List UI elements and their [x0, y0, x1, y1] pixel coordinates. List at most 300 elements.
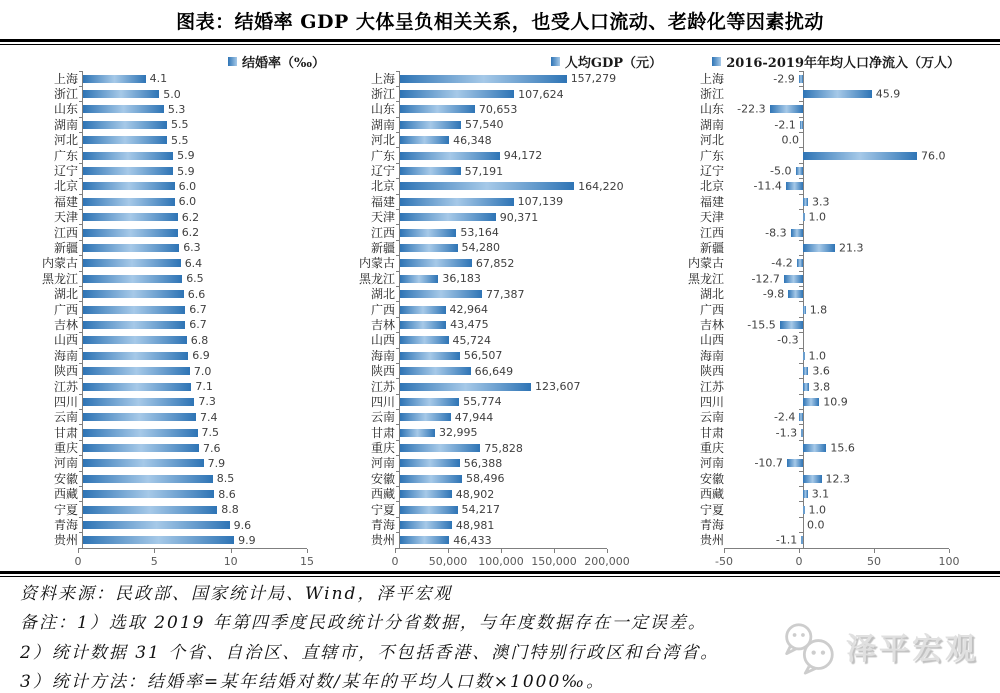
- bar-track: [728, 333, 953, 348]
- bar-track: [728, 71, 953, 86]
- bar: [83, 136, 167, 144]
- bar: [83, 521, 230, 529]
- bar-row: [674, 410, 960, 425]
- category-label: 广西: [674, 304, 728, 316]
- bar-track: [399, 410, 612, 425]
- value-label: 3.3: [812, 195, 830, 208]
- legend-swatch-icon: [551, 57, 560, 66]
- bar-track: [399, 379, 612, 394]
- value-label: 70,653: [479, 103, 518, 116]
- bar-track: [399, 533, 612, 548]
- bar-row: [20, 163, 325, 178]
- bar-track: [728, 317, 953, 332]
- bar-track: [399, 225, 612, 240]
- bar: [803, 198, 808, 206]
- bar-track: [728, 533, 953, 548]
- axis-tick-label: 0: [75, 555, 82, 568]
- bar-row: [674, 133, 960, 148]
- bar-track: [728, 148, 953, 163]
- category-label: 吉林: [674, 319, 728, 331]
- category-label: 河北: [20, 134, 82, 146]
- category-label: 山西: [337, 334, 399, 346]
- zero-axis-line: [803, 410, 804, 425]
- bar-row: [337, 394, 662, 409]
- axis-tick-label: 50: [867, 555, 881, 568]
- bar: [400, 306, 446, 314]
- value-label: 3.8: [813, 380, 831, 393]
- bar: [400, 444, 480, 452]
- axis-tick-label: 15: [300, 555, 314, 568]
- legend-label: 结婚率（‰）: [242, 52, 325, 71]
- bar-row: [337, 517, 662, 532]
- bar-track: [728, 471, 953, 486]
- category-label: 贵州: [20, 534, 82, 546]
- category-label: 广西: [20, 304, 82, 316]
- bar-track: [728, 487, 953, 502]
- bar-track: [728, 102, 953, 117]
- value-label: 45,724: [453, 334, 492, 347]
- category-label: 西藏: [337, 488, 399, 500]
- bar: [83, 105, 164, 113]
- category-label: 四川: [337, 396, 399, 408]
- bar-row: [674, 148, 960, 163]
- bar-row: [20, 102, 325, 117]
- bar: [803, 213, 805, 221]
- bar-track: [728, 133, 953, 148]
- bar-row: [337, 410, 662, 425]
- bar-row: [674, 379, 960, 394]
- category-label: 福建: [674, 196, 728, 208]
- bar-row: [674, 271, 960, 286]
- bar: [83, 336, 187, 344]
- value-label: -2.9: [773, 72, 794, 85]
- bar-row: [337, 363, 662, 378]
- bar-track: [399, 71, 612, 86]
- x-axis-gdp-per-capita: [395, 548, 607, 571]
- wechat-icon: [780, 621, 838, 679]
- bar: [83, 459, 204, 467]
- value-label: 6.8: [191, 334, 209, 347]
- value-label: 48,902: [456, 488, 495, 501]
- bar-track: [82, 286, 312, 301]
- bar: [803, 306, 806, 314]
- category-label: 云南: [674, 411, 728, 423]
- bar: [83, 75, 146, 83]
- bar-track: [399, 271, 612, 286]
- category-label: 江苏: [20, 381, 82, 393]
- x-axis-population-net-inflow: [724, 548, 949, 571]
- value-label: 3.1: [812, 488, 830, 501]
- bar-row: [20, 302, 325, 317]
- bar-row: [674, 348, 960, 363]
- bar: [400, 275, 438, 283]
- bar: [803, 444, 826, 452]
- bar-track: [82, 194, 312, 209]
- bar-row: [674, 333, 960, 348]
- bar-row: [337, 102, 662, 117]
- bar: [400, 244, 458, 252]
- bar-row: [337, 225, 662, 240]
- category-label: 重庆: [20, 442, 82, 454]
- bar-row: [674, 363, 960, 378]
- bar-row: [20, 133, 325, 148]
- value-label: 1.0: [809, 211, 827, 224]
- bar-row: [337, 148, 662, 163]
- category-label: 山西: [674, 334, 728, 346]
- category-label: 宁夏: [337, 504, 399, 516]
- axis-tick: [154, 549, 155, 553]
- bar-row: [337, 256, 662, 271]
- zero-axis-line: [803, 71, 804, 86]
- bar-row: [337, 286, 662, 301]
- bar-track: [399, 286, 612, 301]
- bar-track: [728, 240, 953, 255]
- bar-row: [20, 456, 325, 471]
- bar: [400, 229, 456, 237]
- bar-row: [674, 194, 960, 209]
- bar-track: [82, 425, 312, 440]
- category-label: 山东: [674, 103, 728, 115]
- bar: [83, 229, 178, 237]
- bar: [787, 459, 803, 467]
- bar: [83, 90, 159, 98]
- bar: [83, 444, 199, 452]
- value-label: 46,433: [453, 534, 492, 547]
- value-label: 7.0: [194, 365, 212, 378]
- bar-row: [674, 286, 960, 301]
- bar-track: [399, 102, 612, 117]
- category-label: 江西: [674, 227, 728, 239]
- bar-row: [337, 194, 662, 209]
- category-label: 云南: [20, 411, 82, 423]
- legend-gdp-per-capita: [337, 51, 662, 71]
- zero-axis-line: [803, 256, 804, 271]
- bar-track: [82, 302, 312, 317]
- bar-row: [20, 487, 325, 502]
- value-label: 57,191: [465, 165, 504, 178]
- value-label: 1.0: [809, 503, 827, 516]
- value-label: 8.6: [218, 488, 236, 501]
- axis-tick-label: 200,000: [584, 555, 630, 568]
- bar-row: [674, 210, 960, 225]
- bar: [784, 275, 803, 283]
- bar: [400, 259, 472, 267]
- bar-row: [20, 240, 325, 255]
- bar: [400, 383, 531, 391]
- bar-row: [337, 317, 662, 332]
- bar-track: [728, 271, 953, 286]
- category-label: 陕西: [20, 365, 82, 377]
- bar: [83, 213, 178, 221]
- category-label: 青海: [337, 519, 399, 531]
- category-label: 新疆: [674, 242, 728, 254]
- bar-track: [82, 225, 312, 240]
- value-label: 56,507: [464, 349, 503, 362]
- bar-row: [674, 302, 960, 317]
- bar-track: [82, 502, 312, 517]
- category-label: 福建: [337, 196, 399, 208]
- category-label: 内蒙古: [674, 257, 728, 269]
- value-label: -10.7: [754, 457, 782, 470]
- bar: [83, 259, 181, 267]
- data-source-line: 资料来源：民政部、国家统计局、Wind，泽平宏观: [20, 584, 980, 605]
- bar-row: [674, 425, 960, 440]
- bar-row: [20, 286, 325, 301]
- bar: [400, 413, 451, 421]
- category-label: 江苏: [674, 381, 728, 393]
- value-label: 47,944: [455, 411, 494, 424]
- bar: [803, 506, 805, 514]
- bar-row: [20, 271, 325, 286]
- category-label: 四川: [674, 396, 728, 408]
- bar-track: [728, 363, 953, 378]
- value-label: -5.0: [770, 165, 791, 178]
- category-label: 新疆: [20, 242, 82, 254]
- value-label: 57,540: [465, 118, 504, 131]
- bar: [400, 398, 459, 406]
- bar-row: [20, 533, 325, 548]
- value-label: 12.3: [826, 472, 851, 485]
- value-label: 0.0: [807, 519, 825, 532]
- value-label: 56,388: [464, 457, 503, 470]
- value-label: 43,475: [450, 318, 489, 331]
- category-label: 山西: [20, 334, 82, 346]
- bar-row: [20, 410, 325, 425]
- category-label: 上海: [20, 73, 82, 85]
- value-label: 6.0: [179, 195, 197, 208]
- category-label: 浙江: [337, 88, 399, 100]
- bar-track: [399, 117, 612, 132]
- bar-track: [728, 86, 953, 101]
- legend-swatch-icon: [712, 57, 721, 66]
- bar-row: [337, 210, 662, 225]
- category-label: 海南: [20, 350, 82, 362]
- bar: [83, 121, 167, 129]
- value-label: 76.0: [921, 149, 946, 162]
- category-label: 河南: [674, 457, 728, 469]
- bar-track: [728, 302, 953, 317]
- value-label: 55,774: [463, 395, 502, 408]
- bar: [799, 413, 803, 421]
- bar: [83, 413, 196, 421]
- bar: [400, 367, 471, 375]
- value-label: 6.6: [188, 288, 206, 301]
- zero-axis-line: [803, 317, 804, 332]
- bar: [801, 429, 803, 437]
- category-label: 山东: [20, 103, 82, 115]
- value-label: 5.5: [171, 134, 189, 147]
- bar-track: [399, 363, 612, 378]
- bar: [803, 490, 808, 498]
- category-label: 内蒙古: [337, 257, 399, 269]
- bar-row: [20, 363, 325, 378]
- bar-row: [674, 179, 960, 194]
- bar: [83, 383, 191, 391]
- category-label: 湖南: [674, 119, 728, 131]
- bar-row: [20, 425, 325, 440]
- bar-track: [82, 256, 312, 271]
- bar-track: [82, 363, 312, 378]
- bar: [83, 506, 217, 514]
- bar-track: [399, 333, 612, 348]
- category-label: 安徽: [674, 473, 728, 485]
- value-label: 8.5: [217, 472, 235, 485]
- category-label: 青海: [674, 519, 728, 531]
- value-label: 1.8: [810, 303, 828, 316]
- bar-track: [399, 86, 612, 101]
- value-label: 77,387: [486, 288, 525, 301]
- value-label: 5.0: [163, 88, 181, 101]
- zero-axis-line: [803, 286, 804, 301]
- bar: [803, 475, 822, 483]
- bar: [801, 536, 803, 544]
- axis-tick: [78, 549, 79, 553]
- category-label: 西藏: [20, 488, 82, 500]
- bar: [83, 306, 185, 314]
- value-label: 123,607: [535, 380, 581, 393]
- bar-row: [20, 225, 325, 240]
- bar-track: [82, 487, 312, 502]
- category-label: 宁夏: [674, 504, 728, 516]
- bar-row: [337, 440, 662, 455]
- bar: [83, 536, 234, 544]
- category-label: 广东: [674, 150, 728, 162]
- value-label: 53,164: [460, 226, 499, 239]
- zero-axis-line: [803, 133, 804, 148]
- bar-track: [399, 440, 612, 455]
- bar-row: [674, 487, 960, 502]
- value-label: -1.3: [776, 426, 797, 439]
- bar-row: [20, 394, 325, 409]
- value-label: 6.3: [183, 241, 201, 254]
- category-label: 天津: [20, 211, 82, 223]
- value-label: 0.0: [782, 134, 800, 147]
- value-label: 10.9: [823, 395, 848, 408]
- value-label: 4.1: [150, 72, 168, 85]
- value-label: 48,981: [456, 519, 495, 532]
- bar-track: [82, 379, 312, 394]
- bar-row: [674, 225, 960, 240]
- axis-tick-label: 0: [796, 555, 803, 568]
- value-label: 36,183: [442, 272, 481, 285]
- category-label: 湖北: [674, 288, 728, 300]
- bar-row: [20, 86, 325, 101]
- divider-thick-line: [0, 571, 1000, 574]
- bar-row: [337, 240, 662, 255]
- category-label: 北京: [20, 180, 82, 192]
- bar-track: [728, 163, 953, 178]
- bar-track: [82, 210, 312, 225]
- value-label: 9.6: [234, 519, 252, 532]
- bar-track: [82, 333, 312, 348]
- value-label: 107,139: [518, 195, 564, 208]
- value-label: 7.6: [203, 442, 221, 455]
- category-tick: [396, 71, 400, 72]
- category-label: 河南: [20, 457, 82, 469]
- value-label: -2.1: [774, 118, 795, 131]
- axis-tick: [799, 549, 800, 553]
- category-label: 江西: [20, 227, 82, 239]
- category-label: 北京: [337, 180, 399, 192]
- chart-marriage-rate: [20, 51, 325, 571]
- value-label: 15.6: [830, 442, 855, 455]
- value-label: 46,348: [453, 134, 492, 147]
- bar-row: [674, 533, 960, 548]
- bar: [400, 75, 567, 83]
- category-label: 天津: [337, 211, 399, 223]
- plot-area-gdp-per-capita: [337, 71, 662, 548]
- value-label: 90,371: [500, 211, 539, 224]
- category-label: 云南: [337, 411, 399, 423]
- bar-track: [399, 425, 612, 440]
- legend-marriage-rate: [20, 51, 325, 71]
- bar: [400, 475, 462, 483]
- category-label: 甘肃: [674, 427, 728, 439]
- category-label: 河北: [337, 134, 399, 146]
- value-label: -2.4: [774, 411, 795, 424]
- bar: [799, 75, 803, 83]
- value-label: 32,995: [439, 426, 478, 439]
- bar-row: [337, 502, 662, 517]
- category-label: 吉林: [337, 319, 399, 331]
- bar-track: [82, 456, 312, 471]
- value-label: 67,852: [476, 257, 515, 270]
- value-label: 6.7: [189, 318, 207, 331]
- category-label: 湖南: [337, 119, 399, 131]
- bar-row: [674, 456, 960, 471]
- bar-track: [728, 425, 953, 440]
- category-label: 重庆: [337, 442, 399, 454]
- bar-track: [399, 133, 612, 148]
- bar: [803, 152, 917, 160]
- bar: [400, 290, 482, 298]
- bar-row: [337, 179, 662, 194]
- bar-track: [82, 86, 312, 101]
- bar-track: [728, 379, 953, 394]
- bar: [83, 198, 175, 206]
- bar: [803, 398, 819, 406]
- note-line-1: 备注：1）选取 2019 年第四季度民政统计分省数据，与年度数据存在一定误差。: [20, 613, 980, 634]
- value-label: 45.9: [876, 88, 901, 101]
- category-label: 福建: [20, 196, 82, 208]
- chart-gdp-per-capita: [337, 51, 662, 571]
- bar-track: [82, 271, 312, 286]
- bar-track: [399, 240, 612, 255]
- axis-tick: [949, 549, 950, 553]
- bar-row: [674, 394, 960, 409]
- value-label: 75,828: [484, 442, 523, 455]
- bar-track: [728, 179, 953, 194]
- bar: [83, 398, 194, 406]
- category-label: 辽宁: [337, 165, 399, 177]
- bar-track: [399, 456, 612, 471]
- bar-track: [399, 179, 612, 194]
- bar-track: [82, 163, 312, 178]
- bar-row: [337, 487, 662, 502]
- category-label: 河北: [674, 134, 728, 146]
- bar-track: [728, 194, 953, 209]
- bar-track: [399, 163, 612, 178]
- bar: [400, 152, 500, 160]
- bar: [400, 182, 574, 190]
- category-label: 湖北: [337, 288, 399, 300]
- bar-track: [82, 240, 312, 255]
- bar-row: [337, 271, 662, 286]
- value-label: 54,217: [462, 503, 501, 516]
- axis-tick: [554, 549, 555, 553]
- value-label: -9.8: [763, 288, 784, 301]
- bar-row: [20, 71, 325, 86]
